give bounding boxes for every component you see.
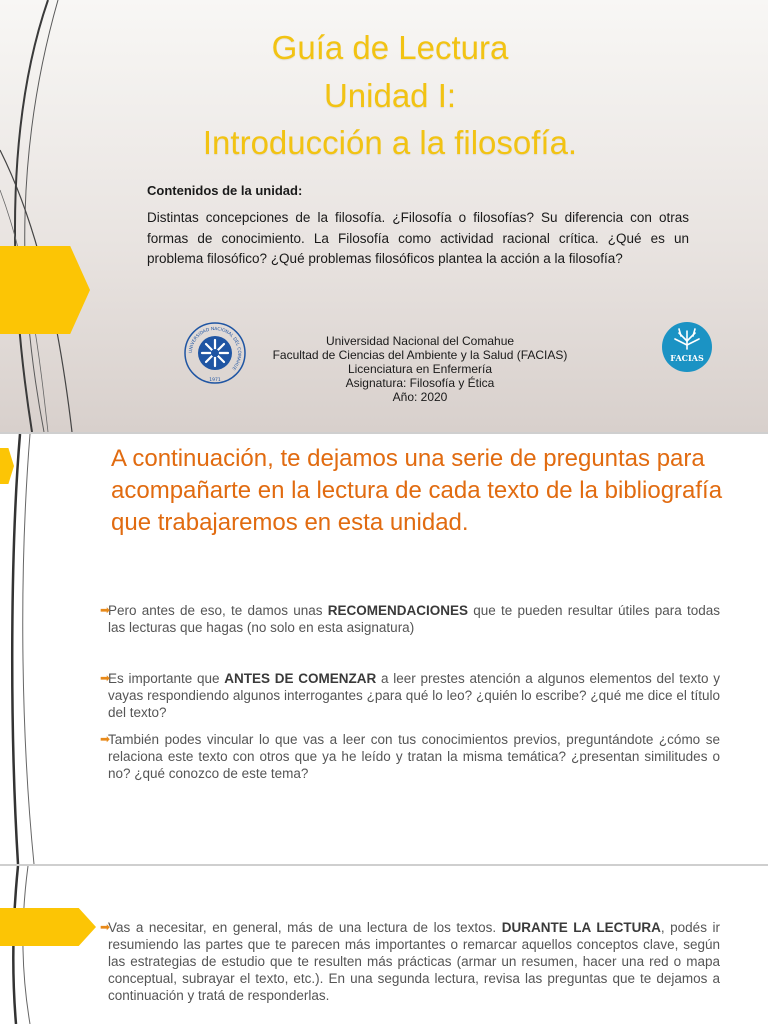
institution-info — [250, 334, 590, 404]
arrow-bullet-icon: ➡ — [100, 920, 111, 934]
university-seal-logo — [183, 321, 247, 385]
university-name: Universidad Nacional del Comahue — [325, 334, 515, 348]
degree-name: Licenciatura en Enfermería — [347, 362, 493, 376]
decorative-lines — [0, 434, 60, 864]
arrow-decoration — [0, 908, 96, 946]
title-line-2: Unidad I: — [323, 77, 457, 114]
bullet-recommendations: ➡ Pero antes de eso, te damos unas RECOMENDACIONES que te pueden resultar útiles para todas las lecturas que hagas (no solo en esta asignatura) — [100, 603, 720, 635]
seal-year: 1971 — [209, 378, 221, 383]
bullet-previous-knowledge: ➡ También podes vincular lo que vas a leer con tus conocimientos previos, preguntándote ¿cómo se relaciona este texto con otros que ya he leído y tratan la misma temática? ¿presentan similitudes o no? ¿qué conozco de este tema? — [100, 732, 720, 781]
slide-cover — [0, 0, 768, 432]
contents-heading: Contenidos de la unidad: — [147, 183, 303, 198]
title-line-1: Guía de Lectura — [271, 29, 509, 66]
year-label: Año: 2020 — [392, 390, 448, 404]
arrow-bullet-icon: ➡ — [100, 671, 111, 685]
arrow-bullet-icon: ➡ — [100, 732, 111, 746]
unit-contents — [147, 183, 689, 270]
contents-text: Distintas concepciones de la filosofía. ¿Filosofía o filosofías? Su diferencia con otras formas de conocimiento. La Filosofía como actividad racional crítica. ¿Qué es un problema filosófico? ¿Qué problemas filosóficos plantea la acción a la filosofía? — [147, 210, 689, 266]
faculty-name: Facultad de Ciencias del Ambiente y la Salud (FACIAS) — [272, 348, 568, 362]
bullet-during-reading: ➡ Vas a necesitar, en general, más de una lectura de los textos. DURANTE LA LECTURA, podés ir resumiendo las partes que te parecen más importantes o remarcar aquellos conceptos clave, según las estrategias de estudio que te resulten más prácticas (armar un resumen, hacer una red o mapa conceptual, subrayar el texto, etc.). En una segunda lectura, revisa las preguntas que te dejamos a continuación y tratá de responderlas. — [100, 920, 720, 1003]
seal-ring-text: UNIVERSIDAD NACIONAL DEL COMAHUE — [188, 326, 242, 371]
subject-name: Asignatura: Filosofía y Ética — [345, 376, 495, 390]
title-line-3: Introducción a la filosofía. — [202, 124, 578, 161]
facias-logo — [661, 321, 713, 373]
bullet-before-reading: ➡ Es importante que ANTES DE COMENZAR a leer prestes atención a algunos elementos del texto y vayas respondiendo algunos interrogantes ¿para qué lo leo? ¿quién lo escribe? ¿qué me dice el título del texto? — [100, 671, 720, 720]
arrow-bullet-icon: ➡ — [100, 603, 111, 617]
slide2-heading: A continuación, te dejamos una serie de preguntas para acompañarte en la lectura de cada texto de la bibliografía que trabajaremos en esta unidad. — [111, 445, 723, 536]
facias-logo-label: FACIAS — [670, 353, 704, 363]
